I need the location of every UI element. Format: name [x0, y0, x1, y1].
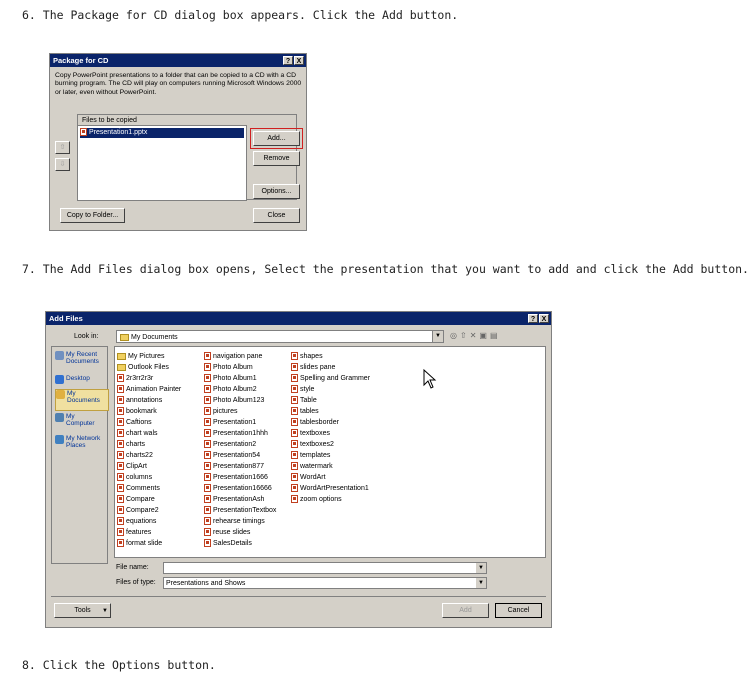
- file-item[interactable]: [291, 461, 370, 472]
- copy-to-folder-button[interactable]: Copy to Folder...: [60, 208, 125, 223]
- file-item[interactable]: [204, 483, 276, 494]
- file-item[interactable]: [291, 384, 370, 395]
- ppt-file-icon: [204, 451, 211, 459]
- place-desktop[interactable]: Desktop: [55, 375, 107, 384]
- file-item[interactable]: [204, 428, 276, 439]
- file-type-dropdown[interactable]: [163, 577, 487, 589]
- back-icon[interactable]: ◎: [450, 331, 460, 340]
- folder-icon: [120, 334, 129, 341]
- file-item[interactable]: [117, 494, 181, 505]
- ppt-file-icon: [117, 429, 124, 437]
- divider: [51, 596, 546, 597]
- package-description: Copy PowerPoint presentations to a folder that can be copied to a CD with a CD burning program. The CD will play on computers running Microsoft Windows 2000 or later, even without PowerPoint.: [55, 72, 302, 96]
- file-item-label: navigation pane: [213, 353, 263, 360]
- ppt-file-icon: [291, 440, 298, 448]
- file-item-label: Presentation16666: [213, 485, 272, 492]
- file-item[interactable]: [291, 351, 370, 362]
- file-item-label: features: [126, 529, 152, 536]
- add-files-title: Add Files: [49, 314, 83, 323]
- file-item[interactable]: [117, 395, 181, 406]
- file-item-label: Photo Album1: [213, 375, 257, 382]
- ppt-file-icon: [291, 473, 298, 481]
- ppt-file-icon: [117, 385, 124, 393]
- file-item-label: Photo Album123: [213, 397, 265, 404]
- chevron-down-icon[interactable]: ▼: [476, 563, 486, 573]
- file-item[interactable]: [204, 373, 276, 384]
- close-dialog-button[interactable]: Close: [253, 208, 300, 223]
- file-item-label: WordArt: [300, 474, 326, 481]
- file-item[interactable]: [117, 428, 181, 439]
- ppt-file-icon: [204, 385, 211, 393]
- ppt-file-icon: [117, 495, 124, 503]
- file-name-label: File name:: [116, 564, 149, 571]
- ppt-file-icon: [291, 363, 298, 371]
- file-type-value: Presentations and Shows: [166, 580, 246, 587]
- file-item-label: style: [300, 386, 315, 393]
- desktop-icon: [55, 375, 64, 384]
- file-item[interactable]: [291, 494, 370, 505]
- file-item[interactable]: [117, 417, 181, 428]
- ppt-file-icon: [204, 539, 211, 547]
- chevron-down-icon[interactable]: ▼: [432, 331, 443, 342]
- file-item-label: watermark: [300, 463, 333, 470]
- ppt-file-icon: [204, 473, 211, 481]
- file-item-label: bookmark: [126, 408, 157, 415]
- tools-button[interactable]: [54, 603, 111, 618]
- file-item[interactable]: [291, 450, 370, 461]
- file-item[interactable]: [117, 439, 181, 450]
- file-item[interactable]: [117, 362, 181, 373]
- step-8-text: 8. Click the Options button.: [22, 658, 216, 672]
- file-item-label: Caftions: [126, 419, 152, 426]
- tools-label: Tools: [74, 607, 91, 614]
- file-item-label: Presentation54: [213, 452, 261, 459]
- package-dialog-titlebar: [50, 54, 306, 67]
- ppt-file-icon: [117, 484, 124, 492]
- folder-icon: [117, 353, 126, 360]
- chevron-down-icon[interactable]: ▼: [476, 578, 486, 588]
- file-item-label: annotations: [126, 397, 163, 404]
- ppt-file-icon: [204, 440, 211, 448]
- file-column-3: [291, 351, 370, 505]
- ppt-file-icon: [204, 484, 211, 492]
- file-item-label: charts22: [126, 452, 153, 459]
- file-item[interactable]: [117, 516, 181, 527]
- file-item[interactable]: [291, 483, 370, 494]
- file-list-item-label: Presentation1.pptx: [89, 129, 148, 136]
- file-item-label: zoom options: [300, 496, 342, 503]
- move-down-button[interactable]: ⇩: [55, 158, 70, 171]
- close-button[interactable]: X: [539, 314, 549, 323]
- ppt-file-icon: [291, 396, 298, 404]
- file-item[interactable]: [291, 362, 370, 373]
- new-folder-icon[interactable]: ▣: [479, 331, 490, 340]
- file-list-item[interactable]: [80, 128, 244, 138]
- file-item[interactable]: [204, 516, 276, 527]
- file-item-label: Photo Album: [213, 364, 253, 371]
- ppt-file-icon: [204, 352, 211, 360]
- up-folder-icon[interactable]: ⇧: [459, 331, 470, 340]
- package-for-cd-dialog: [49, 53, 307, 231]
- file-item-label: WordArtPresentation1: [300, 485, 369, 492]
- file-item-label: templates: [300, 452, 331, 459]
- file-item-label: slides pane: [300, 364, 336, 371]
- ppt-file-icon: [204, 429, 211, 437]
- ppt-file-icon: [204, 374, 211, 382]
- file-type-label: Files of type:: [116, 579, 156, 586]
- file-item[interactable]: [204, 417, 276, 428]
- file-item-label: equations: [126, 518, 157, 525]
- ppt-file-icon: [204, 506, 211, 514]
- file-item[interactable]: [204, 494, 276, 505]
- file-item[interactable]: [204, 505, 276, 516]
- add-files-dialog: [45, 311, 552, 628]
- mouse-cursor-icon: [423, 369, 437, 389]
- ppt-file-icon: [204, 517, 211, 525]
- network-icon: [55, 435, 64, 444]
- file-item-label: ClipArt: [126, 463, 148, 470]
- file-item[interactable]: [204, 351, 276, 362]
- recent-documents-icon: [55, 351, 64, 360]
- file-item[interactable]: [117, 472, 181, 483]
- add-files-titlebar: [46, 312, 551, 325]
- look-in-value: My Documents: [131, 334, 178, 341]
- place-my-computer[interactable]: My Computer: [55, 413, 107, 427]
- file-item-label: rehearse timings: [213, 518, 265, 525]
- file-item[interactable]: [291, 439, 370, 450]
- file-item-label: chart wals: [126, 430, 158, 437]
- ppt-file-icon: [117, 517, 124, 525]
- file-item[interactable]: [117, 461, 181, 472]
- remove-button[interactable]: Remove: [253, 151, 300, 166]
- file-item-label: format slide: [126, 540, 163, 547]
- ppt-file-icon: [117, 440, 124, 448]
- ppt-file-icon: [291, 451, 298, 459]
- file-item[interactable]: [117, 384, 181, 395]
- file-column-1: [117, 351, 181, 549]
- file-item-label: Table: [300, 397, 317, 404]
- folder-icon: [117, 364, 126, 371]
- file-item-label: tablesborder: [300, 419, 339, 426]
- file-item-label: pictures: [213, 408, 238, 415]
- file-item[interactable]: [204, 527, 276, 538]
- views-icon[interactable]: ▤: [489, 331, 501, 340]
- file-item[interactable]: [291, 428, 370, 439]
- chevron-down-icon: ▼: [102, 608, 108, 614]
- ppt-file-icon: [291, 462, 298, 470]
- step-7-text: 7. The Add Files dialog box opens, Select the presentation that you want to add and click the Add button.: [22, 262, 749, 276]
- close-button[interactable]: X: [294, 56, 304, 65]
- place-my-network-places[interactable]: My Network Places: [55, 435, 107, 449]
- ppt-file-icon: [291, 429, 298, 437]
- ppt-file-icon: [204, 396, 211, 404]
- package-dialog-title: Package for CD: [53, 56, 109, 65]
- file-item[interactable]: [204, 406, 276, 417]
- ppt-file-icon: [291, 418, 298, 426]
- ppt-file-icon: [204, 407, 211, 415]
- file-item[interactable]: [204, 450, 276, 461]
- file-item-label: shapes: [300, 353, 323, 360]
- file-item-label: Spelling and Grammer: [300, 375, 371, 382]
- look-in-dropdown[interactable]: [116, 330, 444, 343]
- file-item[interactable]: [117, 505, 181, 516]
- file-name-input[interactable]: [163, 562, 487, 574]
- add-button[interactable]: Add...: [253, 131, 300, 146]
- file-item[interactable]: [291, 373, 370, 384]
- ppt-file-icon: [291, 495, 298, 503]
- help-button[interactable]: ?: [283, 56, 293, 65]
- ppt-file-icon: [117, 539, 124, 547]
- file-item-label: SalesDetails: [213, 540, 252, 547]
- ppt-file-icon: [117, 506, 124, 514]
- ppt-file-icon: [204, 462, 211, 470]
- files-list[interactable]: [77, 125, 247, 201]
- file-item[interactable]: [117, 351, 181, 362]
- file-item[interactable]: [291, 406, 370, 417]
- file-item-label: Animation Painter: [126, 386, 182, 393]
- file-item-label: Presentation1: [213, 419, 257, 426]
- file-item[interactable]: [204, 395, 276, 406]
- file-item[interactable]: [117, 373, 181, 384]
- ppt-file-icon: [117, 462, 124, 470]
- help-button[interactable]: ?: [528, 314, 538, 323]
- options-button[interactable]: Options...: [253, 184, 300, 199]
- file-item-label: columns: [126, 474, 153, 481]
- file-item[interactable]: [291, 417, 370, 428]
- file-item[interactable]: [291, 395, 370, 406]
- file-item-label: My Pictures: [128, 353, 165, 360]
- file-item-label: Presentation877: [213, 463, 264, 470]
- ppt-file-icon: [291, 407, 298, 415]
- ppt-file-icon: [117, 407, 124, 415]
- file-list[interactable]: [114, 346, 546, 558]
- file-item[interactable]: [204, 384, 276, 395]
- ppt-file-icon: [204, 363, 211, 371]
- file-item-label: charts: [126, 441, 146, 448]
- file-item[interactable]: [117, 450, 181, 461]
- ppt-file-icon: [291, 352, 298, 360]
- file-item-label: reuse slides: [213, 529, 251, 536]
- file-column-2: [204, 351, 276, 549]
- file-item-label: Outlook Files: [128, 364, 169, 371]
- place-my-recent-documents[interactable]: My Recent Documents: [55, 351, 107, 365]
- file-item-label: Compare2: [126, 507, 159, 514]
- file-item-label: Compare: [126, 496, 155, 503]
- places-bar: [51, 346, 108, 564]
- file-item-label: Comments: [126, 485, 160, 492]
- file-item-label: Photo Album2: [213, 386, 257, 393]
- file-item-label: textboxes2: [300, 441, 334, 448]
- file-item[interactable]: [204, 439, 276, 450]
- file-item[interactable]: [117, 538, 181, 549]
- my-documents-icon: [56, 390, 65, 399]
- look-in-label: Look in:: [74, 333, 99, 340]
- files-to-copy-label: Files to be copied: [82, 117, 137, 124]
- cancel-button[interactable]: Cancel: [495, 603, 542, 618]
- ppt-file-icon: [117, 374, 124, 382]
- ppt-file-icon: [117, 451, 124, 459]
- move-up-button[interactable]: ⇧: [55, 141, 70, 154]
- file-item[interactable]: [117, 527, 181, 538]
- file-item[interactable]: [117, 406, 181, 417]
- ppt-file-icon: [204, 528, 211, 536]
- delete-icon[interactable]: ✕: [469, 331, 480, 340]
- ppt-file-icon: [291, 385, 298, 393]
- file-item[interactable]: [291, 472, 370, 483]
- file-item[interactable]: [117, 483, 181, 494]
- file-item-label: 2r3rr2r3r: [126, 375, 154, 382]
- file-item-label: textboxes: [300, 430, 330, 437]
- ppt-file-icon: [117, 418, 124, 426]
- file-item[interactable]: [204, 362, 276, 373]
- ppt-file-icon: [291, 484, 298, 492]
- file-item-label: PresentationTextbox: [213, 507, 277, 514]
- file-item-label: PresentationAsh: [213, 496, 265, 503]
- ppt-file-icon: [291, 374, 298, 382]
- step-6-text: 6. The Package for CD dialog box appears. Click the Add button.: [22, 8, 459, 22]
- computer-icon: [55, 413, 64, 422]
- place-my-documents[interactable]: My Documents: [55, 389, 109, 411]
- file-item[interactable]: [204, 538, 276, 549]
- file-item-label: Presentation1666: [213, 474, 268, 481]
- ppt-file-icon: [204, 418, 211, 426]
- add-button[interactable]: Add: [442, 603, 489, 618]
- ppt-file-icon: [117, 396, 124, 404]
- file-item-label: Presentation2: [213, 441, 257, 448]
- ppt-file-icon: [117, 473, 124, 481]
- file-item-label: tables: [300, 408, 319, 415]
- file-item[interactable]: [204, 472, 276, 483]
- ppt-file-icon: [204, 495, 211, 503]
- ppt-file-icon: [117, 528, 124, 536]
- file-item[interactable]: [204, 461, 276, 472]
- ppt-file-icon: [80, 128, 87, 136]
- file-item-label: Presentation1hhh: [213, 430, 268, 437]
- toolbar-icons: [450, 331, 546, 343]
